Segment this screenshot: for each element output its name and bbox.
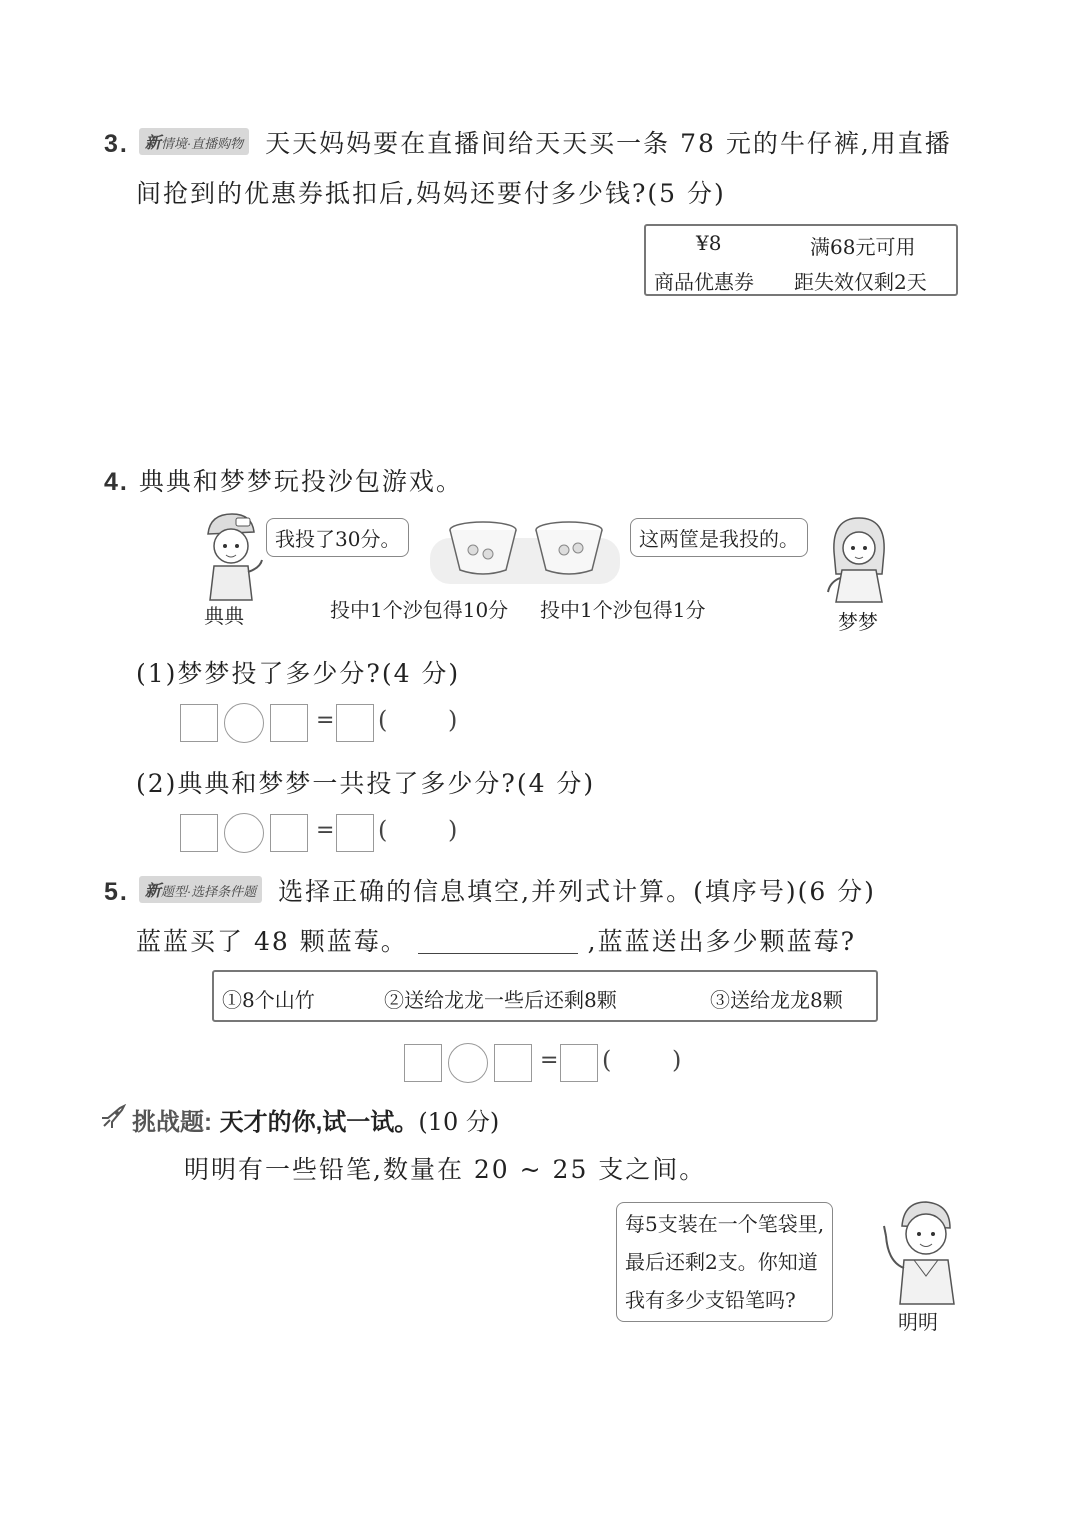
q5-line1 (104, 872, 876, 908)
unit-paren-close: ) (448, 706, 458, 734)
girl-illustration (826, 512, 892, 604)
unit-paren-open: ( (378, 816, 388, 844)
basket1-label: 投中1个沙包得10分 (330, 598, 509, 622)
basket-1-point (534, 520, 604, 578)
challenge-label: 挑战题: (132, 1109, 212, 1136)
challenge-title (132, 1102, 499, 1137)
option-2: ②送给龙龙一些后还剩8颗 (384, 988, 617, 1012)
q3-text-line1: 天天妈妈要在直播间给天天买一条 78 元的牛仔裤,用直播 (265, 129, 952, 158)
q4-number: 4. (104, 468, 129, 496)
equals-sign: = (540, 1048, 559, 1073)
answer-box[interactable] (270, 814, 308, 852)
q3-tag: 新情境·直播购物 (139, 128, 249, 155)
q4-sub1: (1)梦梦投了多少分?(4 分) (136, 659, 461, 688)
answer-box[interactable] (336, 704, 374, 742)
challenge-score: (10 分) (418, 1108, 500, 1136)
operator-circle[interactable] (224, 813, 264, 853)
coupon (644, 224, 958, 296)
challenge-subtitle: 天才的你,试一试。 (219, 1109, 419, 1136)
q3-number: 3. (104, 130, 129, 158)
speech-line-2: 最后还剩2支。你知道 (625, 1250, 818, 1274)
option-3: ③送给龙龙8颗 (710, 988, 843, 1012)
operator-circle[interactable] (448, 1043, 488, 1083)
unit-paren-close: ) (448, 816, 458, 844)
coupon-amount: ¥8 (696, 231, 722, 255)
answer-box[interactable] (180, 704, 218, 742)
girl-speech: 这两筐是我投的。 (630, 518, 808, 557)
q5-text-line1: 选择正确的信息填空,并列式计算。(填序号)(6 分) (278, 877, 876, 906)
option-1: ①8个山竹 (222, 988, 315, 1012)
q5-tag: 新题型·选择条件题 (139, 876, 262, 903)
boy-speech: 我投了30分。 (266, 518, 409, 557)
q4-text: 典典和梦梦玩投沙包游戏。 (138, 467, 463, 496)
answer-box[interactable] (180, 814, 218, 852)
equals-sign: = (316, 708, 335, 733)
operator-circle[interactable] (224, 703, 264, 743)
challenge-text: 明明有一些铅笔,数量在 20 ~ 25 支之间。 (184, 1155, 707, 1184)
q5-text-before: 蓝蓝买了 48 颗蓝莓。 (136, 927, 408, 956)
mingming-speech (616, 1202, 833, 1322)
answer-box[interactable] (560, 1044, 598, 1082)
basket-10-points (448, 520, 518, 578)
q5-line2 (136, 922, 856, 958)
rocket-icon (100, 1104, 128, 1130)
coupon-condition: 满68元可用 (810, 235, 916, 259)
boy-mingming-illustration (874, 1196, 964, 1306)
answer-box[interactable] (404, 1044, 442, 1082)
q3-text-line2: 间抢到的优惠券抵扣后,妈妈还要付多少钱?(5 分) (136, 179, 726, 208)
coupon-expiry: 距失效仅剩2天 (794, 270, 927, 294)
answer-box[interactable] (336, 814, 374, 852)
girl-name: 梦梦 (838, 610, 878, 634)
q4-title (104, 462, 463, 498)
boy-name: 典典 (204, 604, 244, 628)
fill-blank[interactable] (418, 929, 578, 954)
speech-line-3: 我有多少支铅笔吗? (625, 1288, 796, 1312)
equals-sign: = (316, 818, 335, 843)
unit-paren-open: ( (378, 706, 388, 734)
speech-line-1: 每5支装在一个笔袋里, (625, 1212, 825, 1236)
q3-line1 (104, 124, 952, 160)
coupon-type: 商品优惠券 (654, 270, 754, 294)
answer-box[interactable] (494, 1044, 532, 1082)
q5-text-after: ,蓝蓝送出多少颗蓝莓? (587, 927, 856, 956)
boy-illustration (196, 506, 266, 602)
options-box (212, 970, 878, 1022)
unit-paren-close: ) (672, 1046, 682, 1074)
q5-number: 5. (104, 878, 129, 906)
mingming-name: 明明 (898, 1310, 938, 1334)
answer-box[interactable] (270, 704, 308, 742)
q4-sub2: (2)典典和梦梦一共投了多少分?(4 分) (136, 769, 596, 798)
basket2-label: 投中1个沙包得1分 (540, 598, 706, 622)
unit-paren-open: ( (602, 1046, 612, 1074)
